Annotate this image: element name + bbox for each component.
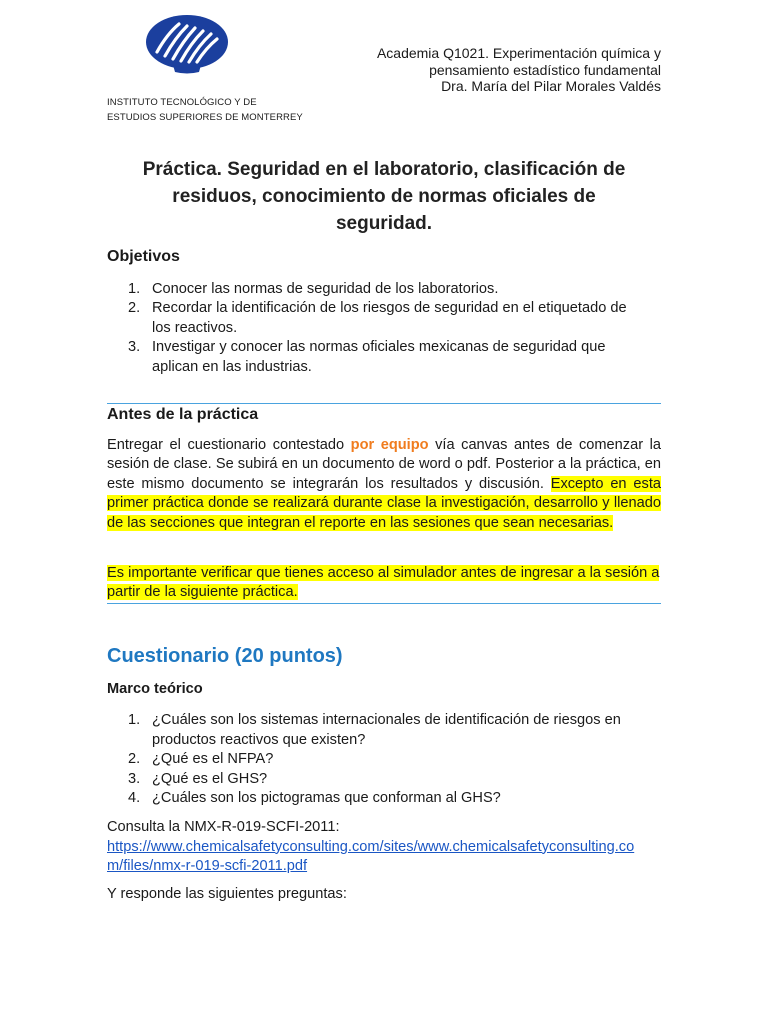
course-line-1: Academia Q1021. Experimentación química y <box>376 45 661 61</box>
title-line-2: residuos, conocimiento de normas oficiales de <box>172 186 596 207</box>
por-equipo-emphasis: por equipo <box>350 437 429 453</box>
institution-line-2: ESTUDIOS SUPERIORES DE MONTERREY <box>107 112 303 123</box>
item-text: Recordar la identificación de los riesgos de seguridad en el etiquetado de <box>152 300 627 316</box>
tec-de-monterrey-logo-icon <box>143 12 231 76</box>
item-text: ¿Qué es el NFPA? <box>152 751 274 767</box>
item-text: aplican en las industrias. <box>152 358 312 375</box>
list-item <box>107 299 667 338</box>
item-number: 1. <box>128 281 141 297</box>
page-title <box>107 156 661 237</box>
nmx-link-line-1[interactable]: https://www.chemicalsafetyconsulting.com/sites/www.chemicalsafetyconsulting.co <box>107 838 635 855</box>
item-number: 3. <box>128 770 141 787</box>
item-number: 3. <box>128 339 141 355</box>
consulta-label: Consulta la NMX-R-019-SCFI-2011: <box>107 819 340 835</box>
item-text: productos reactivos que existen? <box>152 731 366 748</box>
item-text: los reactivos. <box>152 319 238 336</box>
item-text: ¿Cuáles son los sistemas internacionales de identificación de riesgos en <box>152 712 621 728</box>
item-text: ¿Qué es el GHS? <box>152 770 268 787</box>
institution-line-1: INSTITUTO TECNOLÓGICO Y DE <box>107 97 257 108</box>
item-text: Conocer las normas de seguridad de los laboratorios. <box>152 281 499 297</box>
item-text: ¿Cuáles son los pictogramas que conforman al GHS? <box>152 790 501 806</box>
item-number: 2. <box>128 300 141 316</box>
list-item <box>107 770 667 790</box>
list-item <box>107 711 667 750</box>
list-item <box>107 750 667 770</box>
highlighted-text: Excepto en esta primer práctica donde se realizará durante clase la investigación, desarrollo y llenado de las secciones que integran el reporte en las sesiones que sean necesarias. <box>107 475 661 531</box>
item-number: 4. <box>128 790 141 806</box>
course-line-3: Dra. María del Pilar Morales Valdés <box>441 78 661 94</box>
item-number: 2. <box>128 751 141 767</box>
course-header <box>377 45 661 95</box>
objectives-list <box>107 280 667 377</box>
marco-teorico-heading: Marco teórico <box>107 681 203 697</box>
antes-paragraph <box>107 436 661 533</box>
title-line-3: seguridad. <box>335 213 433 234</box>
cuestionario-heading: Cuestionario (20 puntos) <box>107 645 343 667</box>
antes-text: vía canvas antes de comenzar la sesión de clase. Se subirá en un documento de word o pdf. Posterior a la práctica, en este mismo documento se integrarán los resultados y discusión. <box>107 437 661 492</box>
antes-heading: Antes de la práctica <box>107 406 259 423</box>
objectives-heading: Objetivos <box>107 248 180 265</box>
antes-text: Entregar el cuestionario contestado <box>107 437 351 453</box>
list-item <box>107 338 667 377</box>
highlighted-text: Es importante verificar que tienes acceso al simulador antes de ingresar a la sesión a partir de la siguiente práctica. <box>107 565 660 601</box>
responde-text: Y responde las siguientes preguntas: <box>107 886 347 902</box>
title-line-1: Práctica. Seguridad en el laboratorio, clasificación de <box>142 159 626 180</box>
nmx-link-line-2[interactable]: m/files/nmx-r-019-scfi-2011.pdf <box>107 858 308 874</box>
item-number: 1. <box>128 712 141 728</box>
section-divider <box>107 603 661 604</box>
section-divider <box>107 403 661 404</box>
consulta-block <box>107 818 667 877</box>
item-text: Investigar y conocer las normas oficiales mexicanas de seguridad que <box>152 339 606 355</box>
course-line-2: pensamiento estadístico fundamental <box>429 61 661 78</box>
list-item <box>107 789 667 809</box>
questions-list <box>107 711 667 809</box>
institution-name <box>107 95 303 125</box>
simulator-note <box>107 564 661 603</box>
list-item <box>107 280 667 299</box>
